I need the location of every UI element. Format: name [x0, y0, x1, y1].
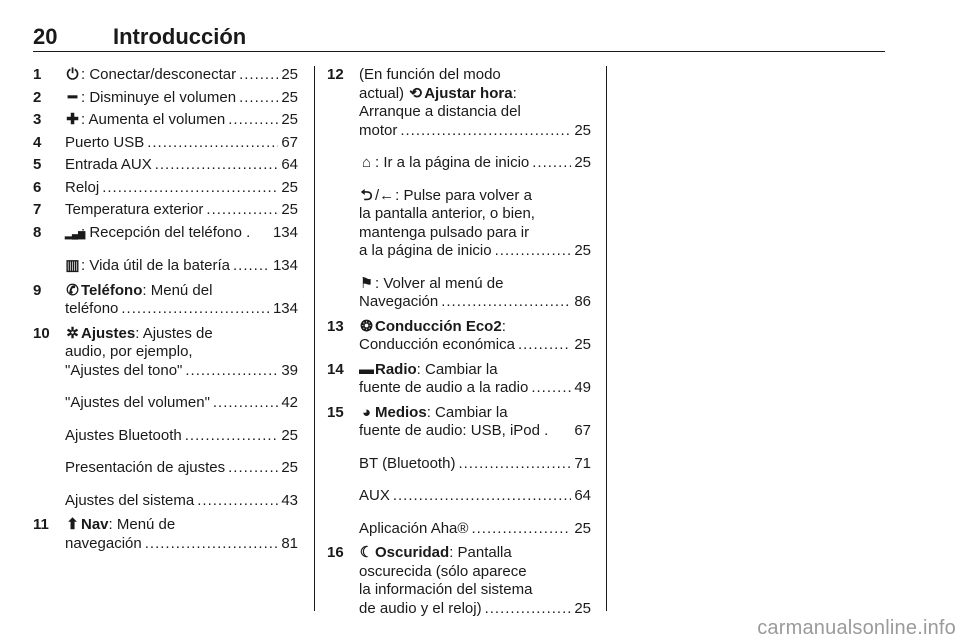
item-text: Presentación de ajustes — [65, 459, 226, 476]
list-item — [33, 325, 298, 511]
item-number: 14 — [327, 360, 344, 378]
page-ref: 42 — [281, 394, 298, 411]
phone-icon: ✆ — [66, 281, 79, 299]
page-ref: 25 — [574, 336, 591, 353]
item-text: : Cambiar la — [426, 403, 508, 421]
page-ref: 25 — [281, 459, 298, 476]
column-divider — [314, 66, 315, 611]
item-text: "Ajustes del volumen" — [65, 394, 210, 411]
item-number: 8 — [33, 223, 42, 241]
item-text: Ajustes del sistema — [65, 491, 195, 509]
minus-icon: ━ — [67, 88, 78, 106]
page-ref: 25 — [281, 111, 298, 128]
item-text: Ajustes Bluetooth — [65, 426, 182, 444]
item-text: (En función del modo — [359, 66, 501, 83]
page-ref: 134 — [272, 223, 298, 241]
list-item — [327, 361, 591, 398]
item-number: 10 — [33, 324, 50, 342]
item-number: 2 — [33, 88, 42, 106]
column-left — [33, 66, 298, 553]
page-ref: 25 — [574, 242, 591, 259]
item-text: : Pulse para volver a — [395, 186, 532, 204]
page-ref: 25 — [281, 178, 298, 196]
item-text: : Cambiar la — [416, 360, 498, 378]
eco-icon: ❂ — [360, 317, 373, 335]
item-text: fuente de audio: USB, iPod . — [359, 422, 549, 439]
item-text: : Pantalla — [449, 544, 512, 561]
page-ref: 25 — [574, 599, 591, 617]
page-number: 20 — [33, 24, 58, 49]
list-item — [33, 89, 298, 108]
gear-icon: ✲ — [66, 324, 79, 342]
page-ref: 25 — [281, 66, 298, 83]
page-ref: 25 — [281, 201, 298, 218]
list-item — [33, 201, 298, 220]
page-ref: 67 — [281, 133, 298, 151]
item-number: 11 — [33, 516, 49, 533]
item-number: 12 — [327, 66, 344, 83]
item-text: : — [512, 84, 517, 102]
navigation-icon: ⬆ — [66, 516, 79, 533]
item-text: de audio y el reloj) — [359, 599, 482, 617]
list-item — [33, 179, 298, 198]
page-ref: 86 — [574, 293, 591, 310]
item-text: Arranque a distancia del — [359, 103, 521, 120]
page-ref: 43 — [281, 491, 298, 509]
item-number: 3 — [33, 111, 42, 128]
list-item — [33, 111, 298, 130]
item-text: Aplicación Aha® — [359, 519, 469, 537]
item-title: Medios — [375, 403, 427, 421]
item-text: : Conectar/desconectar — [81, 66, 237, 83]
item-text: audio, por ejemplo, — [65, 343, 193, 360]
page-ref: 134 — [272, 300, 298, 317]
column-middle — [327, 66, 591, 618]
list-item — [33, 282, 298, 319]
item-number: 15 — [327, 403, 344, 421]
page-ref: 134 — [272, 257, 298, 274]
flag-icon: ⚑ — [359, 274, 374, 292]
back-arrow-icon: ← — [379, 186, 395, 204]
item-number: 13 — [327, 317, 344, 335]
page-ref: 64 — [574, 487, 591, 504]
item-number: 4 — [33, 133, 42, 151]
item-text: / — [375, 186, 380, 204]
item-number: 7 — [33, 201, 42, 218]
moon-icon: ☾ — [359, 544, 374, 561]
page-title: Introducción — [113, 24, 247, 49]
item-title: Ajustar hora — [424, 84, 513, 102]
page-ref: 25 — [574, 519, 591, 537]
item-text: : Vida útil de la batería — [81, 257, 230, 274]
list-item — [327, 404, 591, 539]
plus-icon: ✚ — [66, 111, 79, 128]
page-ref: 39 — [281, 361, 298, 379]
item-title: Oscuridad — [375, 544, 450, 561]
list-item — [33, 156, 298, 175]
item-text: actual) — [359, 84, 409, 102]
list-item — [33, 134, 298, 153]
item-text: mantenga pulsado para ir — [359, 223, 530, 241]
power-icon: ⏻ — [66, 66, 79, 83]
item-title: Conducción Eco2 — [375, 317, 502, 335]
list-item — [33, 66, 298, 85]
item-text: motor — [359, 121, 398, 139]
item-text: : Volver al menú de — [375, 274, 504, 292]
item-title: Ajustes — [81, 324, 136, 342]
battery-icon: ▥ — [65, 257, 80, 274]
page-ref: 71 — [574, 454, 591, 472]
item-text: fuente de audio a la radio — [359, 379, 529, 396]
item-text: Navegación — [359, 293, 439, 310]
list-item — [33, 224, 298, 276]
item-text: Reloj — [65, 178, 100, 196]
item-title: Radio — [375, 360, 417, 378]
item-text: : — [501, 317, 506, 335]
item-number: 16 — [327, 544, 344, 561]
home-icon: ⌂ — [361, 154, 372, 171]
page-ref: 49 — [574, 379, 591, 396]
item-text: Conducción económica — [359, 336, 515, 353]
list-item — [33, 516, 298, 553]
item-text: teléfono — [65, 300, 119, 317]
item-text: BT (Bluetooth) — [359, 454, 456, 472]
clock-icon: ⟲ — [409, 84, 422, 102]
item-text: a la página de inicio — [359, 242, 492, 259]
item-text: Entrada AUX — [65, 156, 152, 173]
item-text: la pantalla anterior, o bien, — [359, 205, 535, 222]
item-text: : Menú de — [108, 516, 176, 533]
item-text: oscurecida (sólo aparece — [359, 562, 527, 580]
watermark: carmanualsonline.info — [757, 617, 956, 639]
media-icon: ◕ — [361, 403, 372, 421]
header-divider — [33, 51, 885, 52]
item-number: 5 — [33, 156, 42, 173]
page-ref: 25 — [574, 121, 591, 139]
item-text: : Menú del — [142, 281, 213, 299]
item-text: navegación — [65, 534, 142, 552]
item-text: : Ajustes de — [135, 324, 213, 342]
page-ref: 64 — [281, 156, 298, 173]
item-number: 9 — [33, 281, 42, 299]
item-text: : Recepción del teléfono . — [81, 223, 251, 241]
item-title: Nav — [81, 516, 109, 533]
page-ref: 67 — [574, 422, 591, 439]
item-text: : Disminuye el volumen — [81, 88, 237, 106]
radio-icon: ▬ — [359, 360, 374, 378]
column-divider — [606, 66, 607, 611]
page-ref: 25 — [281, 426, 298, 444]
item-number: 6 — [33, 178, 42, 196]
page-ref: 25 — [574, 154, 591, 171]
page-ref: 81 — [281, 534, 298, 552]
item-text: la información del sistema — [359, 581, 533, 598]
item-number: 1 — [33, 66, 42, 83]
item-title: Teléfono — [81, 281, 143, 299]
back-icon: ⮌ — [360, 186, 373, 204]
page-header — [33, 24, 885, 54]
item-text: : Aumenta el volumen — [81, 111, 226, 128]
page-ref: 25 — [281, 88, 298, 106]
signal-icon: ▂▄▆ — [65, 228, 86, 239]
item-text: "Ajustes del tono" — [65, 361, 183, 379]
item-text: : Ir a la página de inicio — [375, 154, 530, 171]
item-text: Temperatura exterior — [65, 201, 204, 218]
list-item — [327, 544, 591, 618]
item-text: AUX — [359, 487, 390, 504]
list-item — [327, 66, 591, 312]
item-text: Puerto USB — [65, 133, 145, 151]
list-item — [327, 318, 591, 355]
